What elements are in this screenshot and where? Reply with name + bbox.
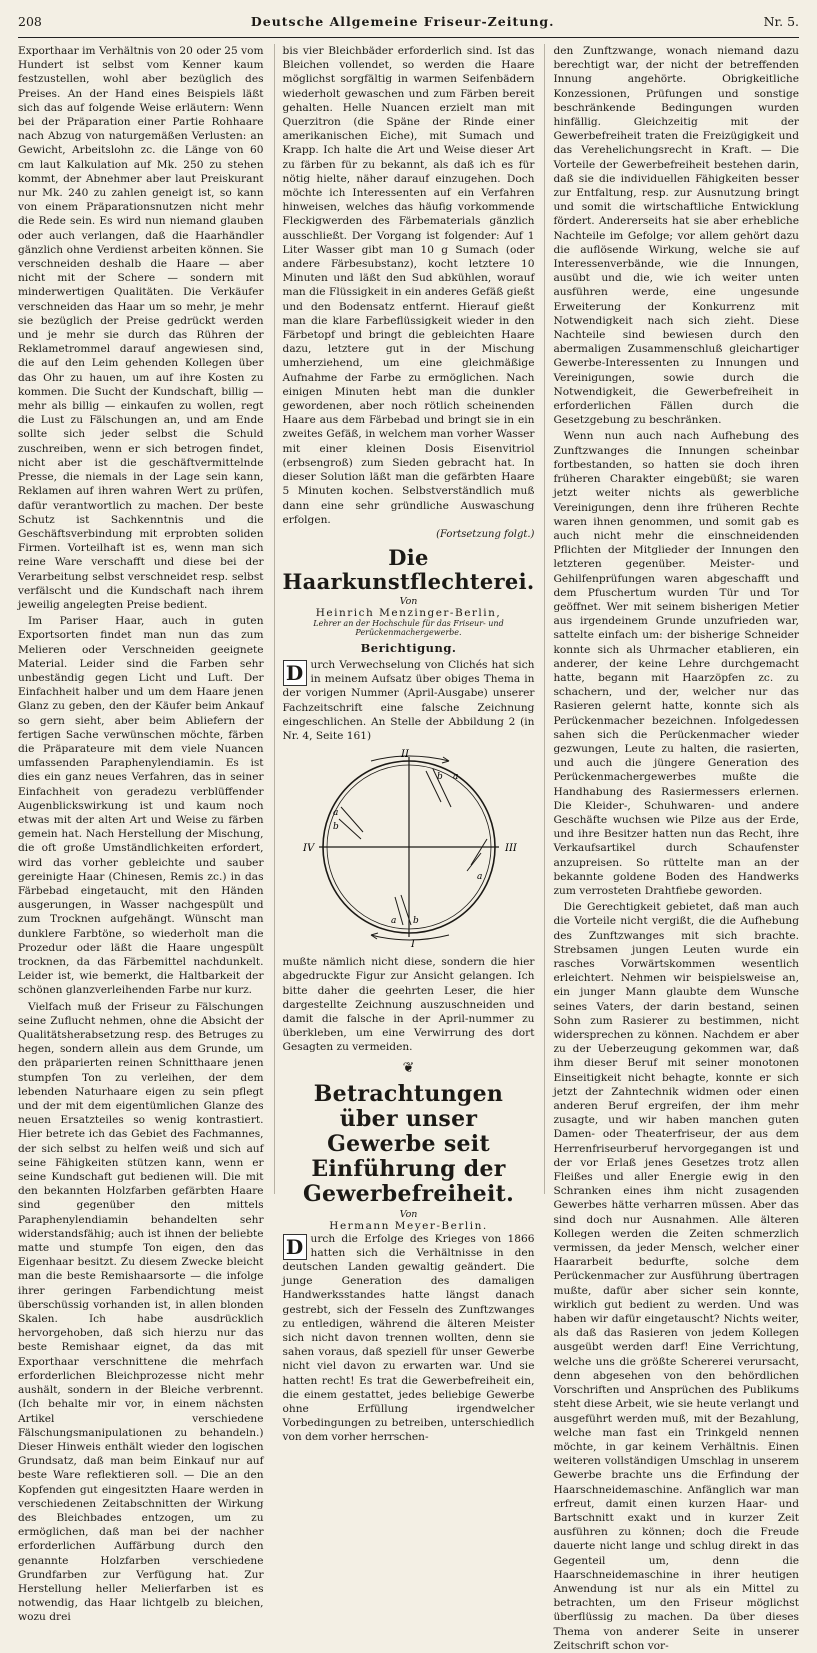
- paragraph: Exporthaar im Verhältnis von 20 oder 25 vom Hundert ist selbst vom Kenner kaum festzustellen, wohl aber bezüglich des Preises. An der Hand eines Beispiels läßt sich das auf folgende Weise erläutern: Wenn bei der Präparation einer Partie Rohhaare nach Abzug von naturgemäßen Verlusten: an Gewicht, Arbeitslohn zc. die Länge von 60 cm laut Kalkulation auf Mk. 250 zu stehen kommt, der Abnehmer aber laut Preiskurant nur Mk. 240 zu zahlen geneigt ist, so kann von einem Präparationsnutzen nicht mehr die Rede sein. Es wird nun niemand glauben oder auch verlangen, daß die Haarhändler gänzlich ohne Verdienst arbeiten können. Sie verschneiden deshalb die Haare — aber nicht mit der Schere — sondern mit minderwertigen Qualitäten. Die Verkäufer verschneiden das Haar um so mehr, je mehr sie bezüglich der Preise gedrückt werden und je mehr sie durch das Rühren der Reklametrommel darauf angewiesen sind, die auf den Leim gehenden Kollegen über das Ohr zu hauen, um auf ihre Kosten zu kommen. Die Sucht der Kundschaft, billig — mehr als billig — einkaufen zu wollen, regt die Lust zu Fälschungen an, und am Ende sollte sich jeder selbst die Schuld zuschreiben, wenn er sich betrogen findet, nicht aber ist die geschäftvermittelnde Presse, die niemals in der Lage sein kann, Reklamen auf ihren wahren Wert zu prüfen, dafür verantwortlich zu machen. Der beste Schutz ist Sachkenntnis und die Geschäftsverbindung mit erprobten soliden Firmen. Vorteilhaft ist es, wenn man sich reine Ware verschafft und diese bei der Verarbeitung selbst verschneidet resp. selbst verfälscht und die Kundschaft nach ihrem jeweilig angelegten Preise bedient.: [18, 45, 264, 611]
- braiding-diagram: [291, 747, 527, 951]
- byline-von: Von: [399, 1208, 418, 1220]
- paragraph: [283, 1232, 535, 1445]
- label-a-bottom: a: [390, 916, 396, 927]
- newspaper-title: Deutsche Allgemeine Friseur-Zeitung.: [250, 14, 555, 29]
- label-a-right: a: [476, 872, 482, 883]
- label-left: IV: [302, 843, 314, 855]
- article-title-betrachtungen: Betrachtungen über unser Gewerbe seit Einführung der Gewerbefreiheit.: [302, 1080, 515, 1207]
- section-heading-berichtigung: Berichtigung.: [360, 640, 457, 655]
- issue-number: Nr. 5.: [763, 14, 799, 29]
- paragraph-text: urch die Erfolge des Krieges von 1866 hatten sich die Verhältnisse in den deutschen Landen gewaltig geändert. Die junge Generation des damaligen Handwerksstandes hatte längst danach gestrebt, sich der Fesseln des Zunftzwanges zu entledigen, während die älteren Meister sich nicht davon trennen wollten, denn sie sahen voraus, daß speziell für unser Gewerbe nicht viel davon zu erwarten war. Und sie hatten recht! Es trat die Gewerbefreiheit ein, die einem gestattet, jedes beliebige Gewerbe ohne Erfüllung irgendwelcher Vorbedingungen zu betreiben, unterschiedlich von dem vorher herrschen-: [282, 1232, 535, 1444]
- page-number: 208: [18, 14, 42, 29]
- paragraph: Im Pariser Haar, auch in guten Exportsorten findet man nun das zum Melieren oder Verschneiden geeignete Material. Leider sind die Farben sehr unbeständig gegen Licht und Luft. Der Einfachheit halber und um dem Haare jenen Glanz zu geben, den der Käufer beim Ankauf so gern sieht, aber beim Abliefern der fertigen Sache verwünschen möchte, färben die Präparateure mit dem viele Nuancen umfassenden Paraphenylendiamin. Es ist dies ein ganz neues Verfahren, das in seiner Einfachheit von geradezu verblüffender Augenblickswirkung ist und kaum noch etwas mit der alten Art und Weise zu färben gemein hat. Nach Herstellung der Mischung, die oft große Umständlichkeiten erfordert, wird das vorher gebleichte und sauber gereinigte Haar (Chinesen, Remis zc.) in das Färbebad eingetaucht, mit den Händen ausgerungen, in Wasser nachgespült und zum Trocknen aufgehängt. Wünscht man dunklere Farbtöne, so wiederholt man die Prozedur oder läßt die Haare ungespült trocknen, da das Färbemittel nachdunkelt. Leider ist, wie bemerkt, die Haltbarkeit der schönen glanzverleihenden Farbe nur kurz.: [18, 615, 264, 997]
- column-1: [18, 44, 264, 1624]
- paragraph: Vielfach muß der Friseur zu Fälschungen seine Zuflucht nehmen, ohne die Absicht der Qualitätsherabsetzung resp. des Betruges zu hegen, sondern allein aus dem Grunde, um den präparierten reinen Schnitthaare jenen stumpfen Ton zu verleihen, der dem lebenden Naturhaare eigen zu sein pflegt und der mit dem eigentümlichen Glanze des neuen Ersatzteiles so wenig kontrastiert. Hier betrete ich das Gebiet des Fachmannes, der sich selbst zu helfen weiß und sich auf seine Fähigkeiten stützen kann, wenn er seine Kundschaft gut bedienen will. Die mit den bekannten Holzfarben gefärbten Haare sind gegenüber den mittels Paraphenylendiamin behandelten sehr widerstandsfähig; auch ist ihnen der beliebte matte und stumpfe Ton eigen, den das Eigenhaar besitzt. Zu diesem Zwecke bleicht man die beste Remishaarsorte — die infolge ihrer geringen Farbendichtung meist überschüssig vorhanden ist, in allen blonden Skalen. Ich habe ausdrücklich hervorgehoben, daß sich hierzu nur das beste Remishaar eignet, da das mit Exporthaar verschnittene die mehrfach erforderlichen Bleichprozesse nicht mehr aushält, sondern in der Bleiche verbrennt. (Ich behalte mir vor, in einem nächsten Artikel verschiedene Fälschungsmanipulationen zu behandeln.) Dieser Hinweis enthält wieder den logischen Grundsatz, daß man beim Einkauf nur auf beste Ware reflektieren soll. — Die an den Kopfenden gut eingesitzten Haare werden in verschiedenen Zeitabschnitten der Wirkung des Bleichbades entzogen, um zu ermöglichen, daß man bei der nachher erforderlichen Auffärbung durch den genannte Holzfarben verschiedene Grundfarben zur Verfügung hat. Zur Herstellung heller Melierfarben ist es notwendig, das Haar lichtgelb zu bleichen, wozu drei: [18, 1000, 264, 1624]
- author-name: Hermann Meyer-Berlin.: [329, 1219, 488, 1232]
- label-a-left: a: [332, 808, 338, 819]
- byline-von: Von: [399, 595, 418, 607]
- drop-cap: D: [283, 1234, 307, 1260]
- paragraph: den Zunftzwange, wonach niemand dazu berechtigt war, der nicht der betreffenden Innung angehörte. Obrigkeitliche Konzessionen, Prüfungen und sonstige beschränkende Bedingungen wurden hinfällig. Gleichzeitig mit der Gewerbefreiheit traten die Freizügigkeit und das Verehelichungsrecht in Kraft. — Die Vorteile der Gewerbefreiheit bestehen darin, daß sie die individuellen Fähigkeiten besser zur Entfaltung, resp. zur Ausnutzung bringt und somit die wirtschaftliche Entwicklung fördert. Andererseits hat sie aber erhebliche Nachteile im Gefolge; vor allem gehört dazu die auflösende Wirkung, welche sie auf Interessenverbände, wie die Innungen, ausübt und die, wie ich weiter unten ausführen werde, eine ungesunde Erweiterung der Konkurrenz mit Notwendigkeit nach sich zieht. Diese Nachteile sind bewiesen durch den abermaligen Zusammenschluß gleichartiger Gewerbe-Interessenten zu Innungen und Vereinigungen, sowie durch die Notwendigkeit, die Gewerbefreiheit in erforderlichen Fällen durch die Gesetzgebung zu beschränken.: [553, 45, 799, 427]
- label-b-top: b: [436, 772, 443, 783]
- drop-cap: D: [283, 660, 307, 686]
- paragraph: [283, 658, 535, 743]
- article-title-haarkunstflechterei: Die Haarkunstflechterei.: [282, 544, 535, 594]
- label-right: III: [504, 843, 517, 855]
- paragraph: bis vier Bleichbäder erforderlich sind. Ist das Bleichen vollendet, so werden die Haare möglichst sorgfältig in warmen Seifenbädern wiederholt gewaschen und zum Färben bereit gehalten. Helle Nuancen erzielt man mit Querzitron (die Späne der Rinde einer amerikanischen Eiche), mit Sumach und Krapp. Ich halte die Art und Weise dieser Art zu färben für zu bekannt, als daß ich es für nötig hielte, näher darauf einzugehen. Doch möchte ich Interessenten auf ein Verfahren hinweisen, welches das häufig vorkommende Fleckigwerden des Färbematerials gänzlich ausschließt. Der Vorgang ist folgender: Auf 1 Liter Wasser gibt man 10 g Sumach (oder andere Färbesubstanz), kocht letztere 10 Minuten und läßt den Sud abkühlen, worauf man die Flüssigkeit in ein anderes Gefäß gießt und den Bodensatz entfernt. Hierauf gießt man die klare Farbeflüssigkeit wieder in den Färbetopf und bringt die gebleichten Haare dazu, letztere gut in der Mischung umherziehend, um eine gleichmäßige Aufnahme der Farbe zu ermöglichen. Nach einigen Minuten hebt man die dunkler gewordenen, aber noch rötlich scheinenden Haare aus dem Färbebad und bringt sie in ein zweites Gefäß, in welchem man vorher Wasser mit einer kleinen Dosis Eisenvitriol (erbsengroß) zum Sieden gebracht hat. In dieser Solution läßt man die gefärbten Haare 5 Minuten kochen. Selbstverständlich muß dann eine sehr gründliche Auswaschung erfolgen.: [282, 45, 535, 526]
- label-top: II: [400, 749, 409, 761]
- column-2: [274, 44, 535, 1444]
- braiding-diagram-figure: [283, 747, 535, 951]
- paragraph: Wenn nun auch nach Aufhebung des Zunftzwanges die Innungen scheinbar fortbestanden, so hatten sie doch ihren früheren Charakter eingebüßt; sie waren jetzt weiter nichts als gewerbliche Vereinigungen, denn ihre früheren Rechte waren ihnen genommen, und somit gab es auch nicht mehr die einschneidenden Pflichten der Mitglieder der Innungen den letzteren gegenüber. Meister- und Gehilfenprüfungen waren abgeschafft und dem Pfuschertum wurden Tür und Tor geöffnet. Wer mit seinem bisherigen Metier aus irgendeinem Grunde unzufrieden war, sattelte einfach um: der bisherige Schneider konnte sich als Uhrmacher etablieren, ein anderer, der keine Lehre durchgemacht hatte, begann mit Haarzöpfen zc. zu schachern, und der, welcher nur das Rasieren gelernt hatte, konnte sich als Perückenmacher bezeichnen. Infolgedessen sahen sich die Perückenmacher wieder gezwungen, Leute zu halten, die rasierten, und auch die jüngere Generation des Perückenmachergewerbes mußte die Handhabung des Rasiermessers erlernen. Die Kleider-, Schuhwaren- und andere Geschäfte wuchsen wie Pilze aus der Erde, und ihre Besitzer hatten nun das Recht, ihre Verkaufsartikel durch Schaufenster anzupreisen. So rüttelte man an der bekannte goldene Boden des Handwerks zum verrosteten Drahtfiebe geworden.: [553, 430, 799, 897]
- column-3: [544, 44, 799, 1652]
- author-role: Lehrer an der Hochschule für das Friseur- und Perückenmachergewerbe.: [313, 618, 504, 637]
- continued-note: (Fortsetzung folgt.): [436, 528, 535, 540]
- label-a-top: a: [452, 772, 458, 783]
- label-bottom: I: [410, 939, 415, 951]
- label-b-bottom: b: [412, 916, 419, 927]
- page-header: [18, 14, 799, 38]
- label-b-left: b: [332, 822, 339, 833]
- paragraph-text: urch Verwechselung von Clichés hat sich in meinem Aufsatz über obiges Thema in der vorigen Nummer (April-Ausgabe) unserer Fachzeitschrift eine falsche Zeichnung eingeschlichen. An Stelle der Abbildung 2 (in Nr. 4, Seite 161): [282, 658, 535, 742]
- columns: [18, 44, 799, 1652]
- paragraph: Die Gerechtigkeit gebietet, daß man auch die Vorteile nicht vergißt, die die Aufhebung des Zunftzwanges mit sich brachte. Strebsamen jungen Leuten wurde ein rasches Vorwärtskommen wesentlich erleichtert. Nehmen wir beispielsweise an, ein junger Mann glaubte dem Wunsche seines Vaters, der darin bestand, seinen Sohn zum Rasierer zu bestimmen, nicht widersprechen zu können. Nachdem er aber zu der Ueberzeugung gekommen war, daß ihm dieser Beruf mit seiner monotonen Einseitigkeit nicht behagte, konnte er sich jetzt der Zahntechnik widmen oder einen anderen Beruf ergreifen, der ihm mehr zusagte, und wir haben manchen guten Damen- oder Theaterfriseur, der aus dem Herrenfriseurberuf hervorgegangen ist und der vor Erlaß jenes Gesetzes trotz allen Fleißes und aller Energie ewig in den Schranken eines ihm nicht zusagenden Gewerbes hätte verharren müssen. Aber das sind doch nur Ausnahmen. Alle älteren Kollegen werden die Zeiten schmerzlich vermissen, da jeder Mensch, welcher einer Haararbeit bedurfte, solche dem Perückenmacher zur Ausführung übertragen mußte, dafür aber sicher sein konnte, wirklich gut bedient zu werden. Und was haben wir dafür eingetauscht? Nichts weiter, als daß das Rasieren von jedem Kollegen ausgeübt werden darf! Eine Verrichtung, welche uns die größte Schererei verursacht, denn abgesehen von den behördlichen Vorschriften und Ansprüchen des Publikums steht diese Arbeit, wie sie heute verlangt und ausgeführt werden muß, mit der Bezahlung, welche man fast ein Trinkgeld nennen möchte, in gar keinem Verhältnis. Einen weiteren vollständigen Umschlag in unserem Gewerbe brachte uns die Erfindung der Haarschneidemaschine. Anfänglich war man erfreut, damit einen kurzen Haar- und Bartschnitt exakt und in kurzer Zeit ausführen zu können; doch die Freude dauerte nicht lange und schlug direkt in das Gegenteil um, denn die Haarschneidemaschine in ihrer heutigen Anwendung ist nur als ein Mittel zu betrachten, um den Friseur möglichst überflüssig zu machen. Da über dieses Thema von anderer Seite in unserer Zeitschrift schon vor-: [553, 901, 799, 1652]
- author-name: Heinrich Menzinger-Berlin,: [315, 606, 502, 619]
- separator-ornament: ❦: [402, 1059, 415, 1076]
- paragraph: mußte nämlich nicht diese, sondern die hier abgedruckte Figur zur Ansicht gelangen. Ich bitte daher die geehrten Leser, die hier dargestellte Zeichnung auszuschneiden und damit die falsche in der April-nummer zu überkleben, um eine Verwirrung des dort Gesagten zu vermeiden.: [282, 956, 535, 1054]
